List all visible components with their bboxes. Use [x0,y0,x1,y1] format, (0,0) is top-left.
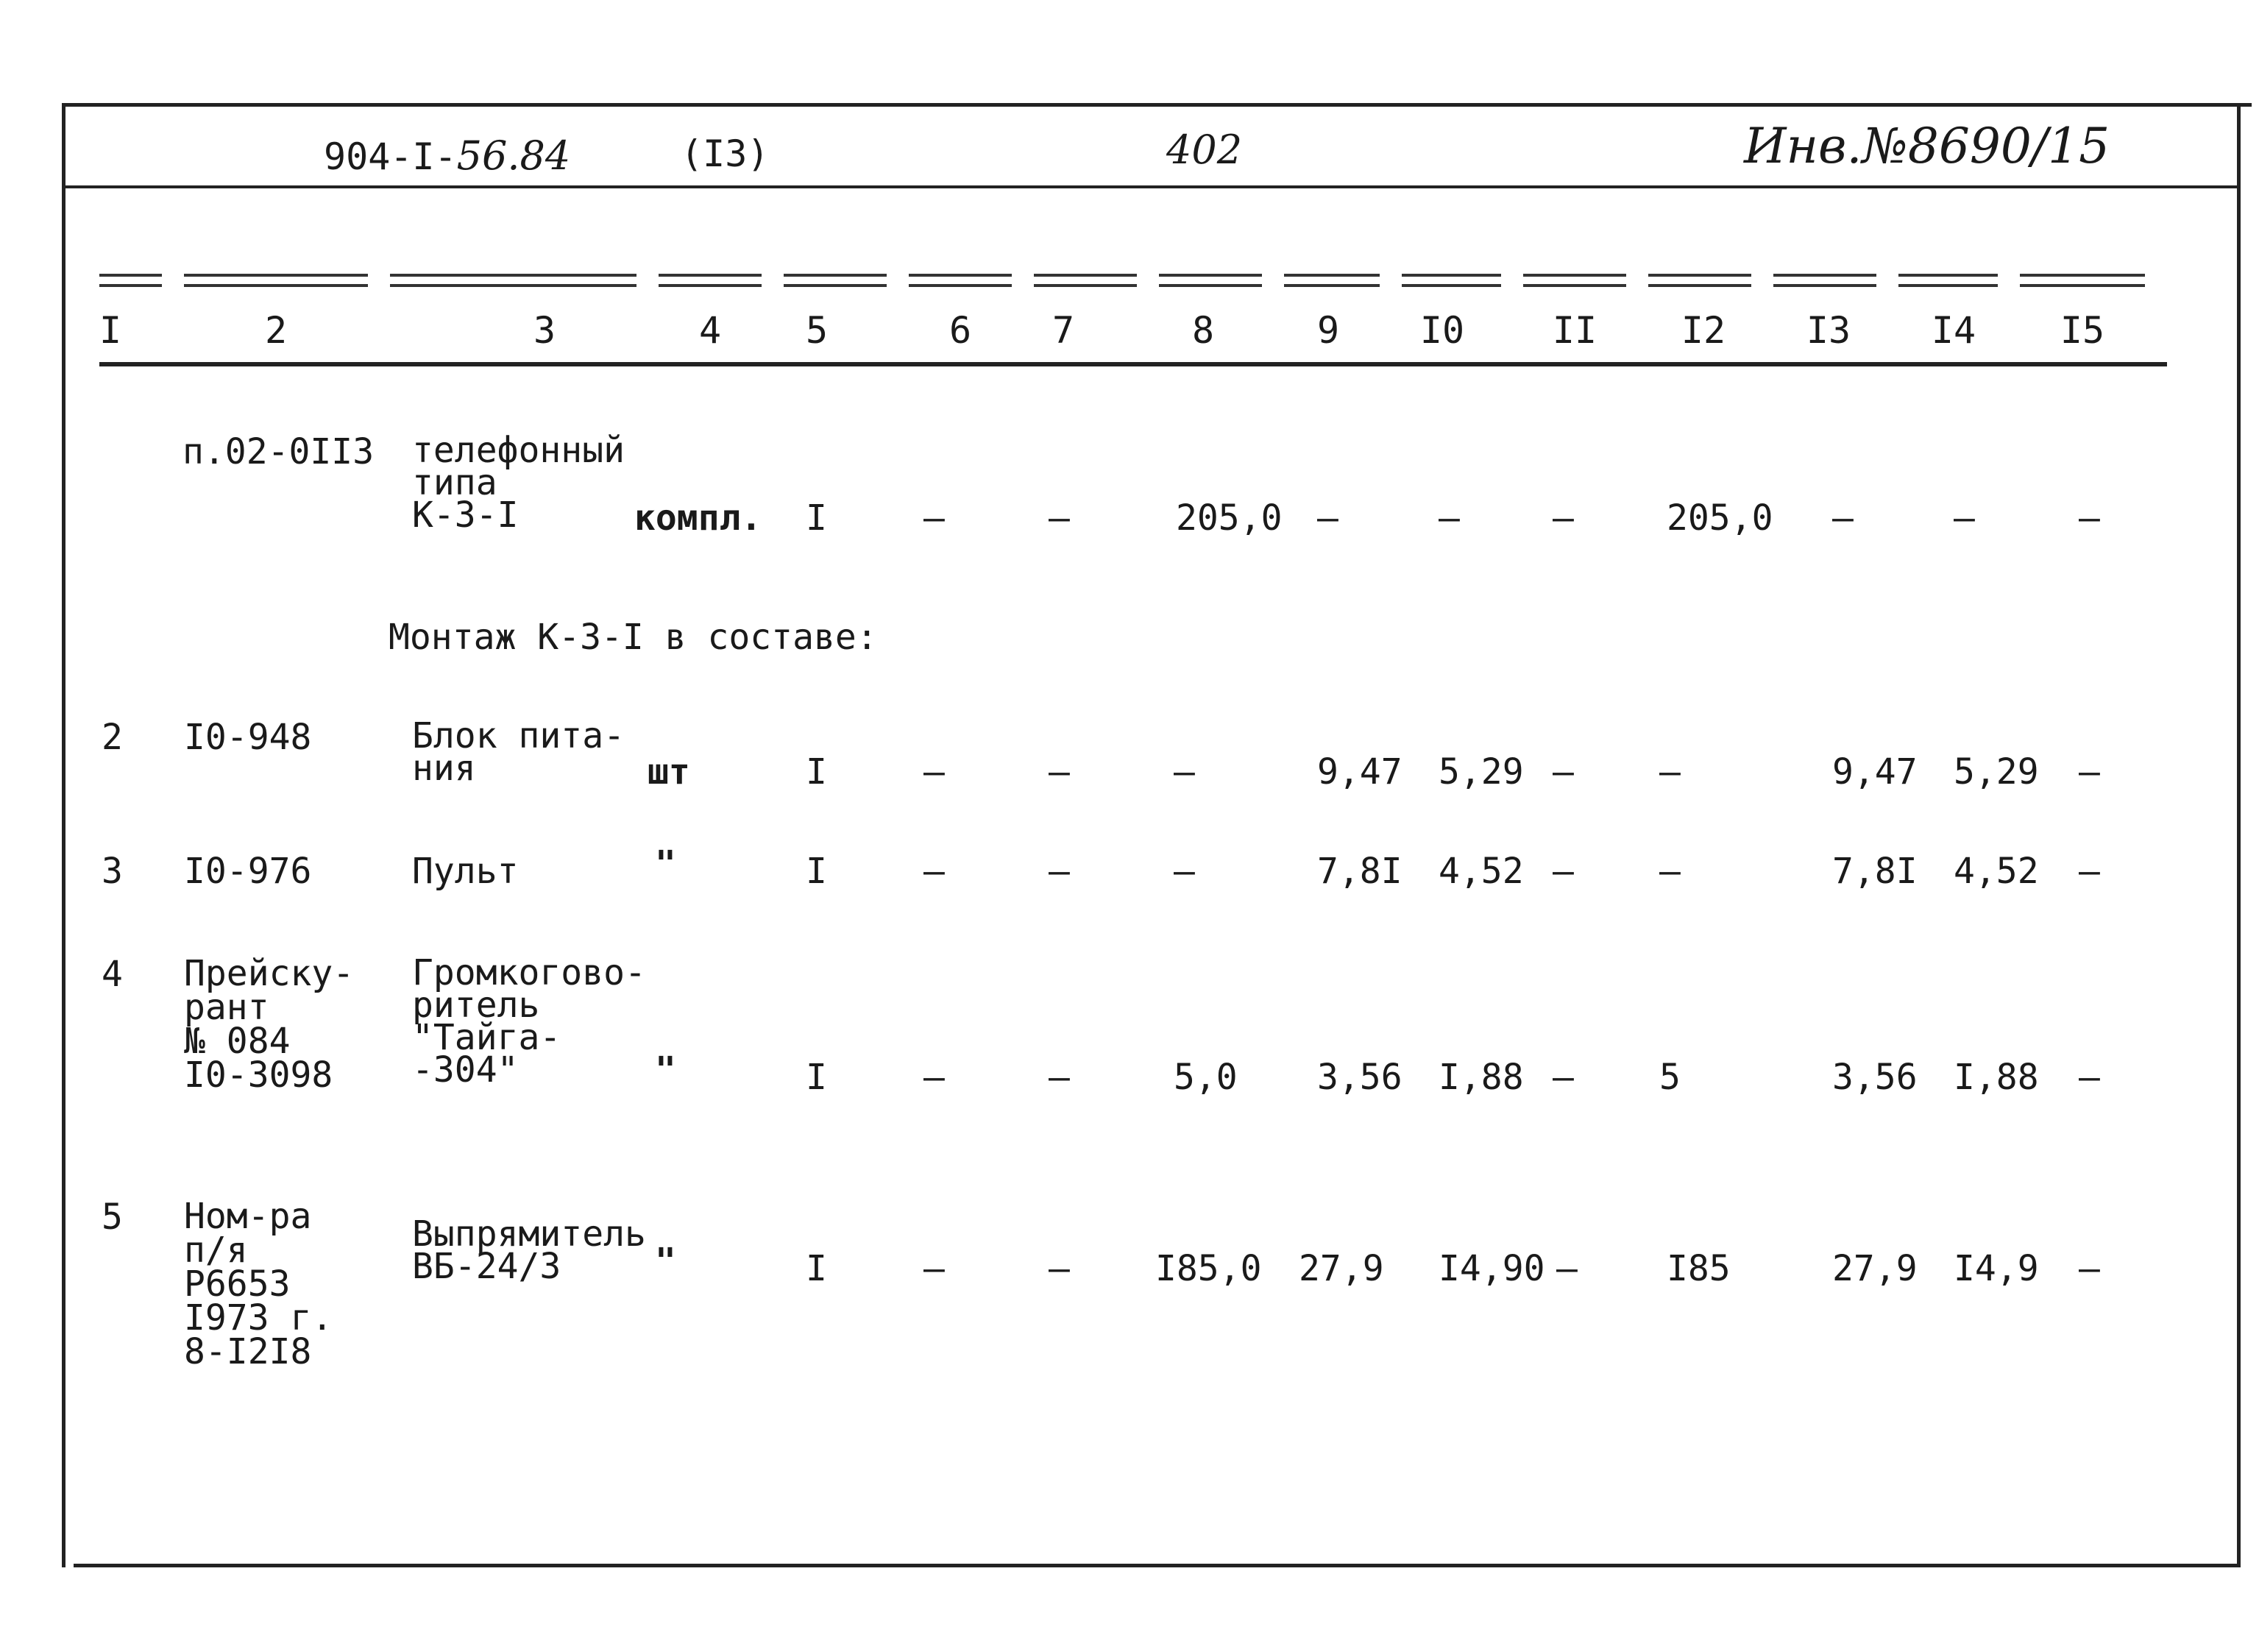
row5-c8: I85,0 [1155,1248,1262,1289]
row5-unit: " [655,1241,676,1282]
row4-c11: – [1553,1057,1574,1098]
row5-c12: I85 [1667,1248,1731,1289]
row1-qty: I [806,497,827,539]
row5-c15: – [2079,1248,2100,1289]
row5-code: Ном-ра п/я Р6653 I973 г. 8-I2I8 [184,1196,333,1372]
col-num-12: I2 [1681,309,1726,352]
doc-code-printed: 904-I- [324,135,457,178]
row1-c13: – [1832,497,1854,539]
row3-index: 3 [102,851,123,892]
row1-c15: – [2079,497,2100,539]
col-num-11: II [1552,309,1597,352]
row4-c15: – [2079,1057,2100,1098]
row2-c10: 5,29 [1439,751,1524,793]
col-num-2: 2 [264,309,288,352]
col-num-4: 4 [698,309,722,352]
row1-code: п.02-0II3 [182,431,375,472]
row4-index: 4 [102,954,123,995]
row2-c15: – [2079,751,2100,793]
inventory-number: Инв.№8690/15 [1744,118,2110,174]
header-divider [62,185,2240,188]
row3-c11: – [1553,851,1574,892]
frame-bottom [74,1564,2241,1567]
row5-c10: I4,90 [1439,1248,1545,1289]
row3-c6: – [923,851,945,892]
row5-c7: – [1049,1248,1070,1289]
frame-left [62,103,65,1567]
row4-qty: I [806,1057,827,1098]
row5-name: Выпрямитель ВБ-24/3 [412,1213,646,1287]
row4-c7: – [1049,1057,1070,1098]
row2-c9: 9,47 [1317,751,1402,793]
row5-index: 5 [102,1197,123,1238]
row3-c14: 4,52 [1954,851,2039,892]
row4-name: Громкогово- ритель "Тайга- -304" [412,952,646,1091]
row1-unit: компл. [634,497,762,539]
col-num-9: 9 [1316,309,1340,352]
row2-c11: – [1553,751,1574,793]
row3-c7: – [1049,851,1070,892]
row2-c14: 5,29 [1954,751,2039,793]
col-num-14: I4 [1931,309,1976,352]
col-num-3: 3 [533,309,556,352]
column-header-underline [99,362,2167,366]
row2-c8: – [1174,751,1195,793]
row3-qty: I [806,851,827,892]
sheet-ref: (I3) [681,132,770,175]
row5-c11: – [1556,1248,1578,1289]
row4-c10: I,88 [1439,1057,1524,1098]
row2-c12: – [1659,751,1681,793]
row4-c13: 3,56 [1832,1057,1918,1098]
section-title: Монтаж К-3-I в составе: [389,617,878,658]
row5-c6: – [923,1248,945,1289]
col-num-8: 8 [1191,309,1215,352]
row1-c9: – [1317,497,1338,539]
row2-qty: I [806,751,827,793]
row1-c7: – [1049,497,1070,539]
col-num-13: I3 [1806,309,1851,352]
row3-unit: " [655,843,676,885]
row3-c12: – [1659,851,1681,892]
row5-c13: 27,9 [1832,1248,1918,1289]
row2-code: I0-948 [184,717,312,758]
row3-code: I0-976 [184,851,312,892]
row1-name: телефонный типа К-3-I [412,430,625,536]
row2-unit: шт [648,751,690,793]
row5-c14: I4,9 [1954,1248,2039,1289]
frame-top [62,103,2252,107]
row2-c7: – [1049,751,1070,793]
row4-c12: 5 [1659,1057,1681,1098]
row5-qty: I [806,1248,827,1289]
page-number: 402 [1166,127,1243,173]
col-num-6: 6 [948,309,972,352]
col-num-15: I5 [2060,309,2105,352]
row3-name: Пульт [412,851,519,892]
header [324,132,570,179]
row5-c9: 27,9 [1299,1248,1384,1289]
row1-c12: 205,0 [1667,497,1773,539]
row2-c6: – [923,751,945,793]
col-num-1: I [99,309,122,352]
row3-c13: 7,8I [1832,851,1918,892]
row4-c9: 3,56 [1317,1057,1402,1098]
row1-c6: – [923,497,945,539]
row3-c15: – [2079,851,2100,892]
row4-unit: " [655,1049,676,1091]
row3-c8: – [1174,851,1195,892]
row4-c6: – [923,1057,945,1098]
row2-index: 2 [102,717,123,758]
row4-c14: I,88 [1954,1057,2039,1098]
row2-name: Блок пита- ния [412,715,625,789]
row4-code: Прейску- рант № 084 I0-3098 [184,953,355,1096]
row2-c13: 9,47 [1832,751,1918,793]
row1-c11: – [1553,497,1574,539]
row1-c14: – [1954,497,1975,539]
row3-c9: 7,8I [1317,851,1402,892]
row1-c10: – [1439,497,1460,539]
col-num-7: 7 [1052,309,1075,352]
frame-right [2237,103,2241,1567]
col-num-5: 5 [805,309,829,352]
row1-c8: 205,0 [1176,497,1283,539]
col-num-10: I0 [1419,309,1465,352]
row3-c10: 4,52 [1439,851,1524,892]
doc-code-handwritten: 56.84 [456,132,571,179]
row4-c8: 5,0 [1174,1057,1238,1098]
